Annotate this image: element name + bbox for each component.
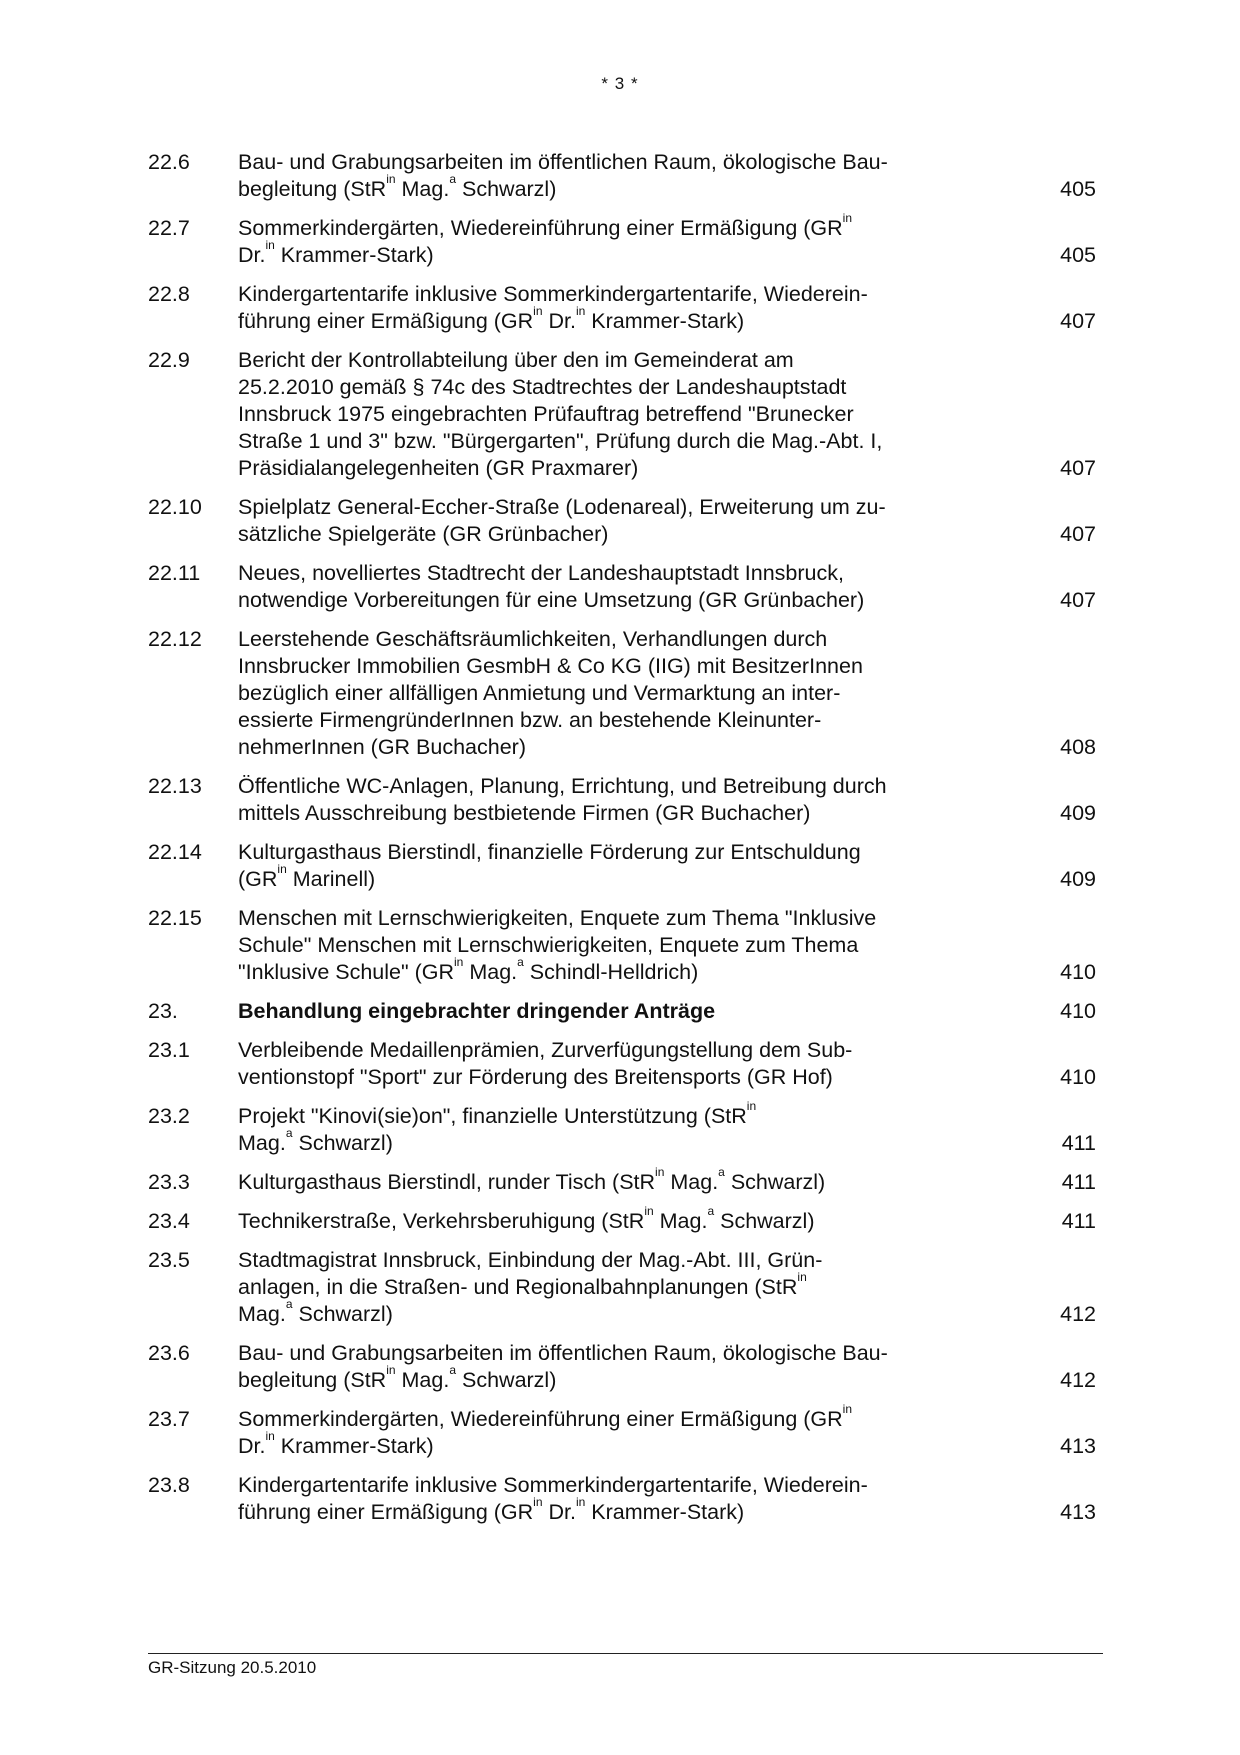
- title-text: Menschen mit Lernschwierigkeiten, Enquete zum Thema "Inklusive Schule" Menschen mit Lernschwierigkeiten, Enquete zum Thema "Inklusive Schule" (GR: [238, 906, 877, 984]
- toc-entry-page: 412: [1060, 1302, 1096, 1326]
- title-text: Sommerkindergärten, Wiedereinführung einer Ermäßigung (GR: [238, 1407, 843, 1431]
- title-text: Spielplatz General-Eccher-Straße (Lodenareal), Erweiterung um zu- sätzliche Spielgeräte (GR Grünbacher): [238, 495, 886, 546]
- page-number: * 3 *: [601, 74, 639, 93]
- toc-entry-title: [238, 1247, 938, 1328]
- toc-entry: [148, 1247, 1098, 1328]
- title-superscript: in: [842, 1402, 852, 1416]
- toc-entry-title: [238, 1204, 938, 1235]
- toc-entry-page: 407: [1060, 522, 1096, 546]
- title-superscript: in: [575, 304, 586, 318]
- title-text: Schwarzl): [456, 1368, 557, 1392]
- toc-entry-page: 410: [1060, 1065, 1096, 1089]
- toc-entry-number: 22.10: [148, 495, 202, 519]
- toc-entry-page: 405: [1060, 243, 1096, 267]
- title-text: Schwarzl): [724, 1170, 826, 1194]
- title-text: Kindergartentarife inklusive Sommerkindergartentarife, Wiederein- führung einer Ermäßigung (GR: [238, 1473, 868, 1524]
- title-text: Schwarzl): [292, 1131, 393, 1155]
- toc-entry: [148, 1165, 1098, 1196]
- toc-entry-number: 23.8: [148, 1473, 190, 1497]
- title-superscript: in: [277, 862, 287, 876]
- title-text: Mag.: [653, 1209, 708, 1233]
- footer-divider: [148, 1653, 1103, 1654]
- toc-entry-page: 409: [1060, 867, 1096, 891]
- toc-entry-number: 22.8: [148, 282, 190, 306]
- toc-entry-page: 408: [1060, 735, 1096, 759]
- toc-entry: [148, 149, 1098, 203]
- toc-entry-title: [238, 905, 938, 986]
- title-superscript: in: [797, 1270, 807, 1284]
- toc-entry: [148, 1099, 1098, 1157]
- toc-entry-page: 407: [1060, 309, 1096, 333]
- toc-entry-page: 410: [1060, 999, 1096, 1023]
- title-text: Projekt "Kinovi(sie)on", finanzielle Unterstützung (StR: [238, 1104, 747, 1128]
- title-superscript: in: [655, 1165, 665, 1179]
- title-text: Mag.: [463, 960, 518, 984]
- title-text: Kindergartentarife inklusive Sommerkindergartentarife, Wiederein- führung einer Ermäßigung (GR: [238, 282, 868, 333]
- title-superscript: in: [746, 1099, 757, 1113]
- toc-entry-number: 22.7: [148, 216, 190, 240]
- title-superscript: in: [386, 1363, 396, 1377]
- toc-entry-number: 23.1: [148, 1038, 190, 1062]
- title-text: Dr.: [238, 1434, 266, 1458]
- title-text: Krammer-Stark): [585, 1500, 745, 1524]
- title-text: Neues, novelliertes Stadtrecht der Landeshauptstadt Innsbruck, notwendige Vorbereitungen für eine Umsetzung (GR Grünbacher): [238, 561, 865, 612]
- title-text: Kulturgasthaus Bierstindl, runder Tisch (StR: [238, 1170, 656, 1194]
- toc-entry-number: 22.11: [148, 561, 201, 585]
- title-text: Behandlung eingebrachter dringender Anträge: [238, 999, 716, 1023]
- toc-entry: [148, 347, 1098, 482]
- toc-entry-page: 409: [1060, 801, 1096, 825]
- table-of-contents: [148, 149, 1098, 1538]
- toc-entry: [148, 998, 1098, 1025]
- toc-entry-page: 413: [1060, 1500, 1096, 1524]
- toc-entry-number: 22.14: [148, 840, 202, 864]
- toc-entry-title: [238, 1099, 938, 1157]
- title-text: Mag.: [395, 1368, 450, 1392]
- title-text: Mag.: [395, 177, 450, 201]
- toc-entry-page: 413: [1060, 1434, 1096, 1458]
- title-text: Schwarzl): [292, 1302, 393, 1326]
- toc-entry-title: [238, 347, 938, 482]
- title-text: Stadtmagistrat Innsbruck, Einbindung der Mag.-Abt. III, Grün- anlagen, in die Straßen- und Regionalbahnplanungen (StR: [238, 1248, 823, 1299]
- title-text: Krammer-Stark): [585, 309, 745, 333]
- toc-entry-title: [238, 211, 938, 269]
- title-superscript: in: [533, 1495, 543, 1509]
- title-text: Krammer-Stark): [274, 243, 434, 267]
- toc-entry-page: 411: [1061, 1170, 1096, 1194]
- title-text: Sommerkindergärten, Wiedereinführung einer Ermäßigung (GR: [238, 216, 843, 240]
- title-text: Verbleibende Medaillenprämien, Zurverfügungstellung dem Sub- ventionstopf "Sport" zur Förderung des Breitensports (GR Hof): [238, 1038, 853, 1089]
- title-text: Mag.: [238, 1302, 286, 1326]
- toc-entry: [148, 211, 1098, 269]
- title-superscript: a: [449, 172, 457, 186]
- title-superscript: a: [449, 1363, 457, 1377]
- toc-entry-title: [238, 1037, 938, 1091]
- title-text: Bericht der Kontrollabteilung über den im Gemeinderat am 25.2.2010 gemäß § 74c des Stadtrechtes der Landeshauptstadt Innsbruck 1975 eingebrachten Prüfauftrag betreffend "Brunecker Straße 1 und 3" bzw. "Bürgergarten", Prüfung durch die Mag.-Abt. I, Präsidialangelegenheiten (GR Praxmarer): [238, 348, 883, 480]
- toc-entry-title: [238, 281, 938, 335]
- toc-entry: [148, 560, 1098, 614]
- toc-entry-page: 410: [1060, 960, 1096, 984]
- title-text: Schwarzl): [714, 1209, 815, 1233]
- title-superscript: in: [533, 304, 543, 318]
- toc-entry-number: 22.12: [148, 627, 202, 651]
- title-superscript: a: [718, 1165, 725, 1179]
- toc-entry-page: 407: [1060, 588, 1096, 612]
- title-text: Dr.: [238, 243, 266, 267]
- toc-entry-number: 22.13: [148, 774, 202, 798]
- toc-entry: [148, 1402, 1098, 1460]
- toc-entry-title: [238, 560, 938, 614]
- toc-entry-title: [238, 149, 938, 203]
- title-text: Mag.: [238, 1131, 286, 1155]
- toc-entry: [148, 1472, 1098, 1526]
- title-text: Dr.: [542, 309, 576, 333]
- title-superscript: a: [285, 1297, 293, 1311]
- toc-entry: [148, 1204, 1098, 1235]
- toc-entry-title: [238, 773, 938, 827]
- toc-entry-number: 23.5: [148, 1248, 190, 1272]
- toc-entry: [148, 494, 1098, 548]
- toc-entry-page: 405: [1060, 177, 1096, 201]
- toc-entry-number: 23.2: [148, 1104, 190, 1128]
- toc-entry-number: 23.3: [148, 1170, 190, 1194]
- title-text: Technikerstraße, Verkehrsberuhigung (StR: [238, 1209, 645, 1233]
- toc-entry-page: 411: [1061, 1209, 1096, 1233]
- title-superscript: in: [575, 1495, 586, 1509]
- title-text: Krammer-Stark): [274, 1434, 434, 1458]
- title-superscript: a: [707, 1204, 715, 1218]
- title-superscript: in: [386, 172, 396, 186]
- title-text: Öffentliche WC-Anlagen, Planung, Errichtung, und Betreibung durch mittels Ausschreibung bestbietende Firmen (GR Buchacher): [238, 774, 887, 825]
- title-text: Schindl-Helldrich): [523, 960, 699, 984]
- title-text: Dr.: [542, 1500, 576, 1524]
- toc-entry-number: 23.: [148, 999, 178, 1023]
- title-text: Bau- und Grabungsarbeiten im öffentlichen Raum, ökologische Bau- begleitung (StR: [238, 150, 888, 201]
- title-superscript: a: [517, 955, 524, 969]
- toc-entry-title: [238, 1165, 938, 1196]
- title-text: Kulturgasthaus Bierstindl, finanzielle Förderung zur Entschuldung (GR: [238, 840, 861, 891]
- toc-entry-number: 22.6: [148, 150, 190, 174]
- toc-entry-number: 22.15: [148, 906, 202, 930]
- toc-entry-title: [238, 494, 938, 548]
- title-text: Marinell): [286, 867, 376, 891]
- title-superscript: in: [265, 1429, 275, 1443]
- toc-entry-number: 23.6: [148, 1341, 190, 1365]
- title-superscript: a: [285, 1126, 293, 1140]
- toc-entry: [148, 281, 1098, 335]
- toc-entry-page: 412: [1060, 1368, 1096, 1392]
- toc-entry: [148, 773, 1098, 827]
- toc-entry-title: [238, 1402, 938, 1460]
- toc-entry-title: [238, 1340, 938, 1394]
- toc-entry-title: [238, 839, 938, 893]
- toc-entry-number: 22.9: [148, 348, 190, 372]
- title-superscript: in: [265, 238, 275, 252]
- footer-session-date: GR-Sitzung 20.5.2010: [148, 1658, 317, 1677]
- toc-entry: [148, 905, 1098, 986]
- toc-entry-page: 411: [1061, 1131, 1096, 1155]
- toc-entry-number: 23.4: [148, 1209, 190, 1233]
- title-text: Schwarzl): [456, 177, 557, 201]
- toc-entry-number: 23.7: [148, 1407, 190, 1431]
- toc-entry: [148, 626, 1098, 761]
- toc-entry: [148, 1340, 1098, 1394]
- toc-entry: [148, 1037, 1098, 1091]
- title-text: Leerstehende Geschäftsräumlichkeiten, Verhandlungen durch Innsbrucker Immobilien GesmbH & Co KG (IIG) mit BesitzerInnen bezüglich einer allfälligen Anmietung und Vermarktung an inter- essierte FirmengründerInnen bzw. an bestehende Kleinunter- nehmerInnen (GR Buchacher): [238, 627, 863, 759]
- title-text: Mag.: [664, 1170, 719, 1194]
- title-superscript: in: [842, 211, 852, 225]
- title-text: Bau- und Grabungsarbeiten im öffentlichen Raum, ökologische Bau- begleitung (StR: [238, 1341, 888, 1392]
- toc-section-heading: [238, 998, 938, 1025]
- toc-entry: [148, 839, 1098, 893]
- toc-entry-page: 407: [1060, 456, 1096, 480]
- toc-entry-title: [238, 1472, 938, 1526]
- toc-entry-title: [238, 626, 938, 761]
- title-superscript: in: [454, 955, 464, 969]
- title-superscript: in: [644, 1204, 654, 1218]
